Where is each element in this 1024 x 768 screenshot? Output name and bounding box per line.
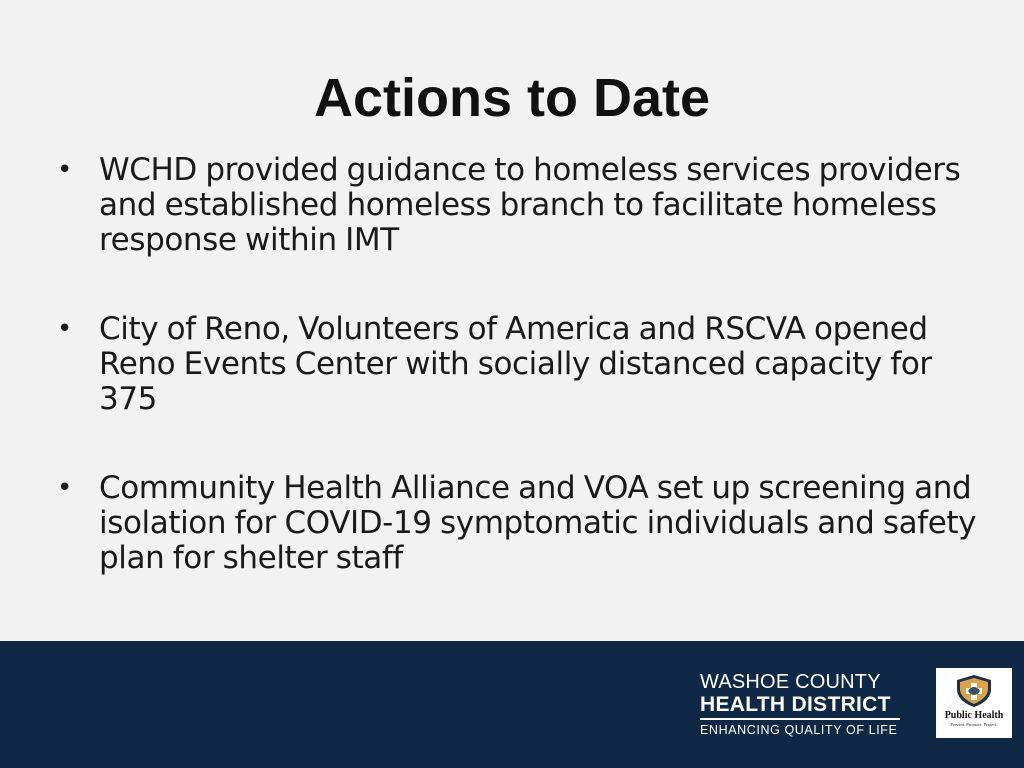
public-health-badge [936,668,1012,738]
org-name-line2: HEALTH DISTRICT [700,693,891,716]
public-health-shield-icon [955,674,993,708]
bullet-list [57,153,977,576]
slide-title: Actions to Date [313,68,711,128]
bullet-dot-icon: • [57,473,72,503]
logo-divider [700,718,900,720]
bullet-item-guidance [57,153,977,258]
bullet-item-screening [57,471,977,576]
footer-band [0,641,1024,768]
org-name-line1: WASHOE COUNTY [700,671,881,693]
bullet-dot-icon: • [57,314,72,344]
washoe-county-logo [700,671,906,738]
bullet-text: WCHD provided guidance to homeless services providers and established homeless branch to facilitate homeless response within IMT [99,152,961,258]
bullet-text: City of Reno, Volunteers of America and RSCVA opened Reno Events Center with socially distanced capacity for 375 [99,311,932,417]
bullet-text: Community Health Alliance and VOA set up screening and isolation for COVID-19 symptomatic individuals and safety plan for shelter staff [99,470,977,576]
bullet-dot-icon: • [57,155,72,185]
public-health-label: Public Health [944,710,1004,721]
public-health-motto: Prevent. Promote. Protect. [950,722,998,727]
bullet-item-events-center [57,312,977,417]
org-tagline: ENHANCING QUALITY OF LIFE [700,723,898,737]
